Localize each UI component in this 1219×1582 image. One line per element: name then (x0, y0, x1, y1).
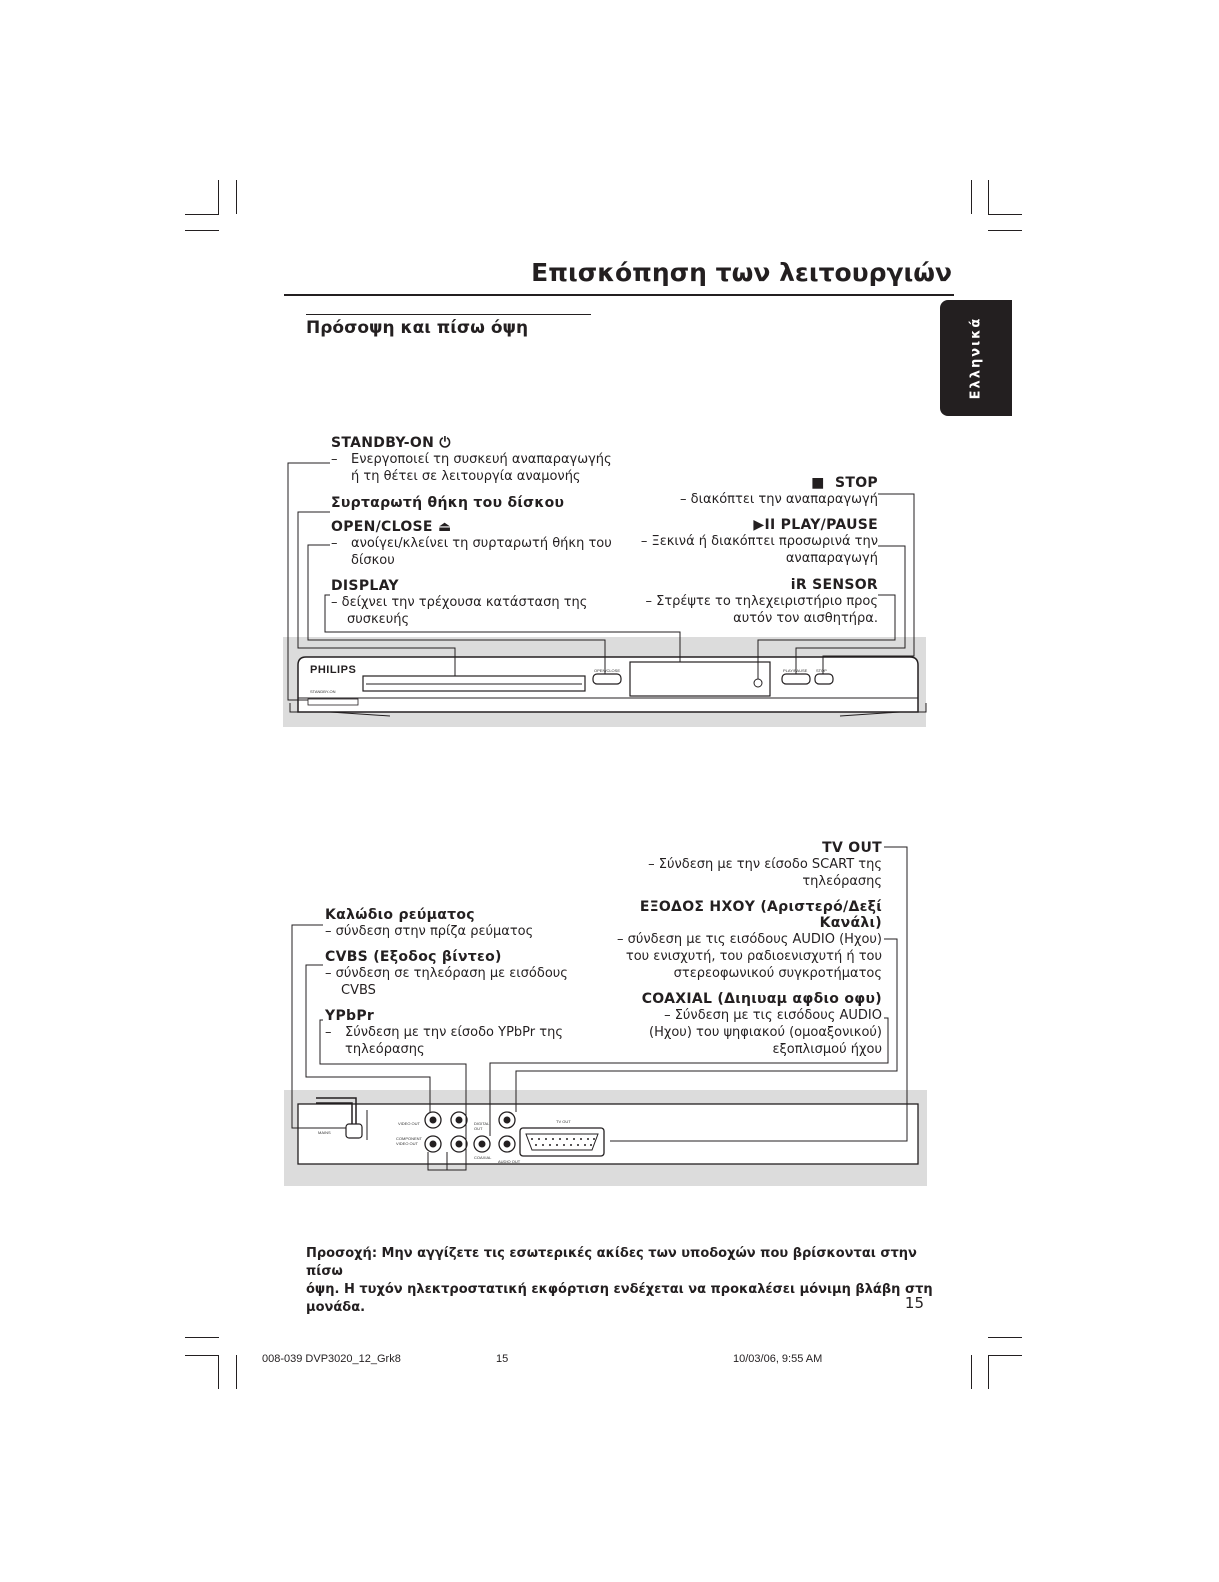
stop-device-text: STOP (816, 668, 827, 673)
language-tab-label: Ελληνικά (968, 316, 984, 400)
cvbs-callout (325, 949, 568, 999)
open-close-desc-1: ανοίγει/κλείνει τη συρταρωτή θήκη του (351, 536, 612, 551)
audio-out-desc-3: στερεοφωνικού συγκροτήματος (673, 966, 882, 981)
tv-out-callout (648, 840, 882, 890)
display-label: DISPLAY (331, 578, 399, 594)
play-pause-label: PLAY/PAUSE (780, 517, 878, 533)
standby-desc-1: Ενεργοποιεί τη συσκευή αναπαραγωγής (351, 452, 612, 467)
coaxial-callout (642, 991, 882, 1058)
tv-out-device-text: TV OUT (556, 1119, 571, 1124)
ir-sensor-desc-2: αυτόν τον αισθητήρα. (733, 611, 878, 626)
ypbpr-callout: YPbPr – Σύνδεση με την είσοδο YPbPr της τηλεόρασης (325, 1008, 563, 1057)
display-desc-1: – δείχνει την τρέχουσα κατάσταση της (331, 595, 588, 610)
audio-out-label-1: ΕΞΟΔΟΣ ΗΧΟΥ (Αριστερό/Δεξί (639, 899, 882, 915)
coaxial-desc-1: – Σύνδεση με τις εισόδους AUDIO (664, 1008, 882, 1023)
power-icon: ⏻ (439, 435, 451, 451)
ir-sensor-label: iR SENSOR (790, 577, 878, 593)
cvbs-label: CVBS (Εξοδος βίντεο) (325, 949, 502, 965)
eject-icon: ⏏ (438, 519, 452, 535)
play-pause-icon: ▶II (753, 517, 776, 533)
power-cable-label: Καλώδιο ρεύματος (325, 907, 475, 923)
ypbpr-desc-1: Σύνδεση με την είσοδο YPbPr της (345, 1025, 563, 1040)
audio-out-device-text: AUDIO OUT (498, 1159, 521, 1164)
ypbpr-desc-2: τηλεόρασης (345, 1042, 425, 1057)
power-cable-desc: – σύνδεση στην πρίζα ρεύματος (325, 924, 534, 939)
standby-desc-2: ή τη θέτει σε λειτουργία αναμονής (351, 469, 581, 484)
standby-callout: STANDBY-ON ⏻ – Ενεργοποιεί τη συσκευή αναπαραγωγής ή τη θέτει σε λειτουργία αναμονής (331, 435, 612, 484)
footer-page: 15 (496, 1353, 509, 1365)
caution-line-1: Προσοχή: Μην αγγίζετε τις εσωτερικές ακίδες των υποδοχών που βρίσκονται στην πίσω (306, 1246, 917, 1279)
ir-sensor-desc-1: – Στρέψτε το τηλεχειριστήριο προς (645, 594, 878, 609)
display-desc-2: συσκευής (347, 612, 410, 627)
play-pause-desc-1: – Ξεκινά ή διακόπτει προσωρινά την (640, 534, 878, 549)
stop-icon: ■ (811, 475, 825, 491)
digital-out-device-text: DIGITAL OUT (474, 1121, 490, 1131)
ypbpr-label: YPbPr (325, 1008, 375, 1024)
standby-device-text: STANDBY-ON (310, 689, 336, 694)
caution-line-2: όψη. Η τυχόν ηλεκτροστατική εκφόρτιση ενδέχεται να προκαλέσει μόνιμη βλάβη στη μονάδα. (306, 1282, 933, 1315)
footer-file: 008-039 DVP3020_12_Grk8 (262, 1353, 401, 1365)
cvbs-desc-1: – σύνδεση σε τηλεόραση με εισόδους (325, 966, 568, 981)
coaxial-desc-3: εξοπλισμού ήχου (772, 1042, 882, 1057)
section-subtitle: Πρόσοψη και πίσω όψη (306, 318, 529, 338)
disc-tray-label: Συρταρωτή θήκη του δίσκου (331, 495, 565, 511)
standby-label: STANDBY-ON (331, 435, 435, 451)
coaxial-label: COAXIAL (Διηιυαμ αφδιο οφυ) (641, 991, 882, 1007)
cvbs-desc-2: CVBS (341, 983, 376, 998)
coaxial-device-text: COAXIAL (474, 1155, 492, 1160)
tv-out-desc-2: τηλεόρασης (802, 874, 882, 889)
open-close-desc-2: δίσκου (351, 553, 395, 568)
audio-out-desc-2: του ενισχυτή, του ραδιοενισχυτή ή του (625, 949, 882, 964)
component-device-text: COMPONENT VIDEO OUT (396, 1136, 422, 1146)
page-title: Επισκόπηση των λειτουργιών (531, 258, 952, 287)
stop-desc: – διακόπτει την αναπαραγωγή (680, 492, 878, 507)
mains-device-text: MAINS (318, 1130, 331, 1135)
open-close-device-text: OPEN/CLOSE (594, 668, 621, 673)
video-out-device-text: VIDEO OUT (398, 1121, 421, 1126)
open-close-callout: OPEN/CLOSE ⏏ – ανοίγει/κλείνει τη συρταρωτή θήκη του δίσκου (331, 519, 612, 568)
caution-note (306, 1245, 946, 1317)
play-device-text: PLAY/PAUSE (783, 668, 808, 673)
audio-out-desc-1: – σύνδεση με τις εισόδους AUDIO (Ηχου) (617, 932, 882, 947)
tv-out-label: TV OUT (822, 840, 882, 856)
open-close-label: OPEN/CLOSE (331, 519, 433, 535)
page-number: 15 (904, 1294, 924, 1312)
tv-out-desc-1: – Σύνδεση με την είσοδο SCART της (648, 857, 882, 872)
stop-label: STOP (835, 475, 878, 491)
brand-logo: PHILIPS (310, 664, 357, 676)
coaxial-desc-2: (Ηχου) του ψηφιακού (ομοαξονικού) (649, 1025, 882, 1040)
audio-out-callout (617, 899, 882, 982)
power-cable-callout (325, 907, 533, 940)
audio-out-label-2: Κανάλι) (819, 915, 882, 931)
play-pause-desc-2: αναπαραγωγή (785, 551, 878, 566)
footer-timestamp: 10/03/06, 9:55 AM (733, 1353, 823, 1365)
